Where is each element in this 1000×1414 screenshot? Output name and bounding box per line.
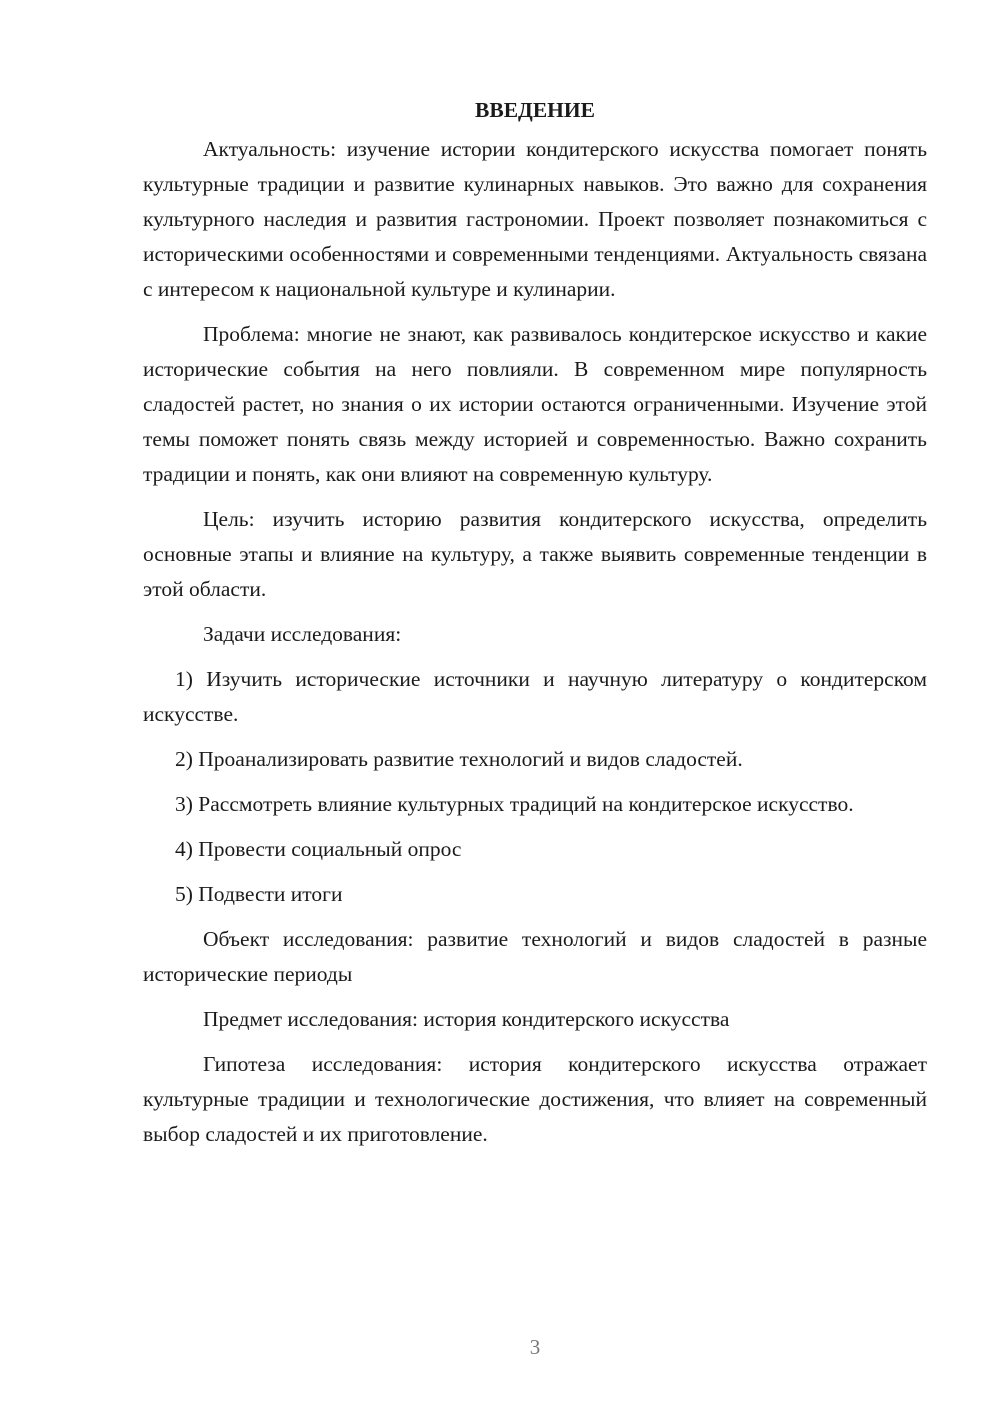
document-body: [143, 93, 927, 1162]
task-item-5: 5) Подвести итоги: [175, 882, 343, 906]
page-number: 3: [529, 1335, 541, 1359]
task-item-2: 2) Проанализировать развитие технологий и видов сладостей.: [175, 747, 743, 771]
paragraph-relevance: Актуальность: изучение истории кондитерского искусства помогает понять культурные традиции и развитие кулинарных навыков. Это важно для сохранения культурного наследия и развития гастрономии. Проект позволяет познакомиться с историческими особенностями и современными тенденциями. Актуальность связана с интересом к национальной культуре и кулинарии.: [143, 137, 927, 301]
paragraph-object: Объект исследования: развитие технологий и видов сладостей в разные исторические периоды: [143, 927, 927, 986]
task-item-3: 3) Рассмотреть влияние культурных традиций на кондитерское искусство.: [175, 792, 854, 816]
paragraph-problem: Проблема: многие не знают, как развивалось кондитерское искусство и какие исторические события на него повлияли. В современном мире популярность сладостей растет, но знания о их истории остаются ограниченными. Изучение этой темы поможет понять связь между историей и современностью. Важно сохранить традиции и понять, как они влияют на современную культуру.: [143, 322, 927, 486]
page-title: ВВЕДЕНИЕ: [475, 98, 595, 122]
task-item-4: 4) Провести социальный опрос: [175, 837, 462, 861]
paragraph-subject: Предмет исследования: история кондитерского искусства: [203, 1007, 730, 1031]
paragraph-goal: Цель: изучить историю развития кондитерского искусства, определить основные этапы и влияние на культуру, а также выявить современные тенденции в этой области.: [143, 507, 927, 601]
paragraph-tasks-heading: Задачи исследования:: [203, 622, 402, 646]
paragraph-hypothesis: Гипотеза исследования: история кондитерского искусства отражает культурные традиции и технологические достижения, что влияет на современный выбор сладостей и их приготовление.: [143, 1052, 927, 1146]
task-item-1: 1) Изучить исторические источники и научную литературу о кондитерском искусстве.: [143, 667, 927, 726]
